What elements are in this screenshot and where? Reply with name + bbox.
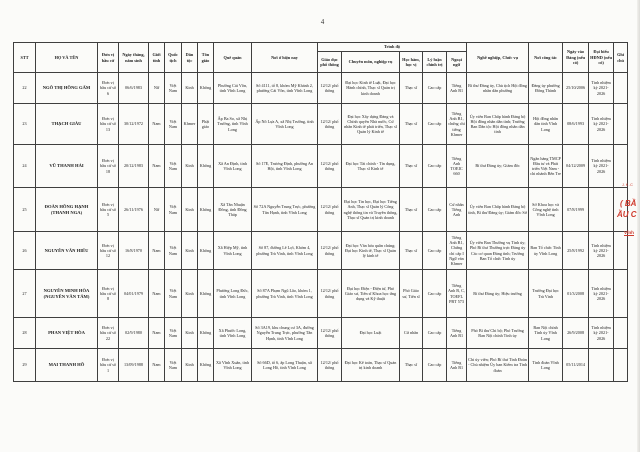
table-cell: Ban Tổ chức Tỉnh ủy Vĩnh Long: [529, 232, 563, 270]
table-cell: Kinh: [182, 232, 198, 270]
table-cell: Phường Cái Vồn, tỉnh Vĩnh Long: [214, 73, 252, 104]
table-cell: Nữ: [149, 188, 165, 232]
table-cell: Cao cấp: [423, 232, 447, 270]
table-cell: Cao cấp: [423, 270, 447, 318]
table-cell: Xã Phước Long, tỉnh Vĩnh Long: [214, 318, 252, 349]
table-cell: Ủy viên Ban Thường vụ Tỉnh ủy; Phó Bí thư Thường trực Đảng ủy Các cơ quan Đảng tỉnh; Trưởng Ban Tổ chức Tỉnh ủy: [467, 232, 529, 270]
table-cell: PHAN VIỆT HÒA: [36, 318, 98, 349]
red-stamp-fragment: ( BẦ: [620, 199, 637, 208]
table-cell: 06/6/1983: [119, 73, 149, 104]
table-cell: Đại học Kế toán, Thạc sĩ Quản trị kinh doanh: [342, 349, 400, 382]
table-row: [14, 188, 628, 232]
table-cell: Cao cấp: [423, 349, 447, 382]
table-cell: 26/11/1976: [119, 188, 149, 232]
table-header: [14, 43, 628, 73]
delegate-roster-table: [13, 42, 628, 382]
table-cell: Đại học Kinh tế Luật, Đại học Hành chính, Thạc sĩ Quản trị kinh doanh: [342, 73, 400, 104]
table-cell: Đơn vị bầu cử số 1: [98, 349, 119, 382]
table-cell: 12/12/ phổ thông: [318, 104, 342, 145]
table-cell: Đại học Tài chính - Tín dụng, Thạc sĩ Kinh tế: [342, 145, 400, 188]
table-cell: Bí thư Đảng ủy; Giám đốc: [467, 145, 529, 188]
table-cell: Phó Bí thư Chi bộ; Phó Trưởng Ban Nội chính Tỉnh ủy: [467, 318, 529, 349]
table-cell: Không: [198, 232, 214, 270]
table-cell: Kinh: [182, 188, 198, 232]
table-cell: Việt Nam: [165, 318, 182, 349]
table-cell: Nam: [149, 104, 165, 145]
table-cell: Thạc sĩ: [400, 104, 423, 145]
table-cell: 01/3/2008: [563, 270, 589, 318]
table-cell: Bí thư Đảng ủy, Chủ tịch Hội đồng nhân dân phường: [467, 73, 529, 104]
col-header-quoc-tich: Quốc tịch: [165, 43, 182, 73]
table-cell: Đơn vị bầu cử số 6: [98, 73, 119, 104]
col-header-ngoai-ngu: Ngoại ngữ: [447, 52, 467, 73]
table-row: [14, 232, 628, 270]
col-header-ly-luan-chinh-tri: Lý luận chính trị: [423, 52, 447, 73]
table-row: [14, 349, 628, 382]
table-cell: [614, 104, 628, 145]
table-cell: Cao cấp: [423, 73, 447, 104]
table-cell: [614, 318, 628, 349]
table-cell: Đơn vị bầu cử số 13: [98, 104, 119, 145]
col-header-gioi-tinh: Giới tính: [149, 43, 165, 73]
table-cell: 07/8/1999: [563, 188, 589, 232]
table-cell: Sở Khoa học và Công nghệ tỉnh Vĩnh Long: [529, 188, 563, 232]
table-cell: THẠCH GIÀU: [36, 104, 98, 145]
table-cell: Đơn vị bầu cử số 18: [98, 145, 119, 188]
table-cell: Ủy viên Ban Chấp hành Đảng bộ Hội đồng nhân dân tỉnh; Trưởng Ban Dân tộc Hội đồng nhân dân tỉnh: [467, 104, 529, 145]
table-cell: Ấp Nô Lựa A, xã Nhị Trường, tỉnh Vĩnh Long: [252, 104, 318, 145]
col-header-nghe-nghiep-chuc-vu: Nghề nghiệp, Chức vụ: [467, 43, 529, 73]
table-cell: Đại học Văn hóa quần chúng; Đại học Kinh tế, Thạc sĩ Quản lý kinh tế: [342, 232, 400, 270]
table-cell: Việt Nam: [165, 349, 182, 382]
table-cell: NGÔ THỊ HỒNG GẤM: [36, 73, 98, 104]
col-header-ton-giao: Tôn giáo: [198, 43, 214, 73]
table-cell: Phường Long Đức, tỉnh Vĩnh Long: [214, 270, 252, 318]
table-cell: Đơn vị bầu cử số 5: [98, 188, 119, 232]
table-cell: Đơn vị bầu cử số 12: [98, 232, 119, 270]
red-stamp-fragment: Vĩnh: [624, 230, 634, 235]
table-cell: Kinh: [182, 349, 198, 382]
col-header-ngay-sinh: Ngày tháng, năm sinh: [119, 43, 149, 73]
table-cell: 24: [14, 145, 36, 188]
col-header-giao-duc-pho-thong: Giáo dục phổ thông: [318, 52, 342, 73]
table-cell: Tiếng Anh TOEIC 660: [447, 145, 467, 188]
table-cell: Số 72A Nguyễn Trung Trực, phường Tân Hạnh, tỉnh Vĩnh Long: [252, 188, 318, 232]
table-cell: 26/9/2008: [563, 318, 589, 349]
table-cell: Việt Nam: [165, 73, 182, 104]
col-header-chuyen-mon-nghiep-vu: Chuyên môn, nghiệp vụ: [342, 52, 400, 73]
table-cell: Tỉnh nhiệm kỳ 2021-2026: [589, 318, 614, 349]
page-number: 4: [320, 18, 325, 26]
table-row: [14, 270, 628, 318]
table-cell: Tiếng Anh B1, chứng chỉ tiếng Khmer: [447, 104, 467, 145]
table-cell: 12/12/ phổ thông: [318, 188, 342, 232]
table-cell: Việt Nam: [165, 270, 182, 318]
table-cell: Việt Nam: [165, 232, 182, 270]
table-cell: Ban Nội chính Tỉnh ủy Vĩnh Long: [529, 318, 563, 349]
table-cell: Việt Nam: [165, 188, 182, 232]
table-cell: 30/12/1972: [119, 104, 149, 145]
table-cell: Tiếng Anh B1: [447, 73, 467, 104]
table-cell: 27: [14, 270, 36, 318]
table-cell: Ngân hàng TMCP Đầu tư và Phát triển Việt Nam - chi nhánh Bến Tre: [529, 145, 563, 188]
table-cell: MAI THANH HỒ: [36, 349, 98, 382]
table-cell: Ấp Ba So, xã Nhị Trường, tỉnh Vĩnh Long: [214, 104, 252, 145]
table-cell: Chi ủy viên; Phó Bí thư Tỉnh Đoàn - Chủ nhiệm Ủy ban Kiểm tra Tỉnh đoàn: [467, 349, 529, 382]
table-cell: 28: [14, 318, 36, 349]
table-cell: 22: [14, 73, 36, 104]
table-cell: Thạc sĩ: [400, 145, 423, 188]
table-cell: Trường Đại học Trà Vinh: [529, 270, 563, 318]
table-cell: Nam: [149, 349, 165, 382]
table-cell: [589, 188, 614, 232]
table-cell: 25: [14, 188, 36, 232]
table-cell: 04/01/1979: [119, 270, 149, 318]
table-cell: Số 3A19, khu chung cư 3A, đường Nguyễn Trung Trực, phường Tân Hạnh, tỉnh Vĩnh Long: [252, 318, 318, 349]
table-cell: 12/12/ phổ thông: [318, 270, 342, 318]
col-header-noi-o-hien-nay: Nơi ở hiện nay: [252, 43, 318, 73]
table-cell: Tỉnh nhiệm kỳ 2021-2026: [589, 104, 614, 145]
table-cell: Đơn vị bầu cử số 8: [98, 270, 119, 318]
table-row: [14, 318, 628, 349]
table-cell: Ủy viên Ban Chấp hành Đảng bộ tỉnh, Bí thư Đảng ủy; Giám đốc Sở: [467, 188, 529, 232]
table-cell: Thạc sĩ: [400, 73, 423, 104]
table-cell: Số 87A Phạm Ngũ Lão, khóm 1, phường Trà Vinh, tỉnh Vĩnh Long: [252, 270, 318, 318]
col-header-que-quan: Quê quán: [214, 43, 252, 73]
col-header-ho-va-ten: HỌ VÀ TÊN: [36, 43, 98, 73]
table-cell: Số 87, đường Lê Lợi, Khóm 4, phường Trà Vinh, tỉnh Vĩnh Long: [252, 232, 318, 270]
table-cell: NGUYỄN MINH HÒA (NGUYỄN VĂN TÁM): [36, 270, 98, 318]
table-cell: Tiếng Anh B1: [447, 349, 467, 382]
table-cell: Thạc sĩ: [400, 349, 423, 382]
table-cell: [614, 232, 628, 270]
table-cell: Nam: [149, 232, 165, 270]
col-header-don-vi-bau-cu: Đơn vị bầu cử: [98, 43, 119, 73]
table-cell: Nam: [149, 318, 165, 349]
table-cell: Tiếng Anh B1: [447, 318, 467, 349]
table-cell: Tỉnh nhiệm kỳ 2021-2026: [589, 270, 614, 318]
table-cell: NGUYỄN VĂN HIẾU: [36, 232, 98, 270]
table-cell: Phật giáo: [198, 104, 214, 145]
table-cell: 12/12/ phổ thông: [318, 145, 342, 188]
table-cell: Việt Nam: [165, 104, 182, 145]
table-cell: 16/8/1970: [119, 232, 149, 270]
table-cell: Tỉnh đoàn Vĩnh Long: [529, 349, 563, 382]
table-cell: 20/12/1983: [119, 145, 149, 188]
table-row: [14, 73, 628, 104]
table-cell: 26: [14, 232, 36, 270]
col-header-dai-bieu-hdnd: Đại biểu HĐND (nếu có): [589, 43, 614, 73]
table-cell: [614, 145, 628, 188]
col-header-ghi-chu: Ghi chú: [614, 43, 628, 73]
table-cell: 04/12/2009: [563, 145, 589, 188]
table-cell: Không: [198, 73, 214, 104]
table-cell: Đại học Tin học, Đại học Tiếng Anh, Thạc sĩ Quản lý Công nghệ thông tin và Truyền thông, Thạc sĩ Quản trị kinh doanh: [342, 188, 400, 232]
table-cell: Đại học Luật: [342, 318, 400, 349]
table-cell: Không: [198, 188, 214, 232]
col-header-noi-cong-tac: Nơi công tác: [529, 43, 563, 73]
table-cell: Không: [198, 318, 214, 349]
table-cell: Xã Tân Nhuận Đông, tỉnh Đồng Tháp: [214, 188, 252, 232]
table-cell: [589, 349, 614, 382]
table-body: [14, 73, 628, 382]
table-cell: Cử nhân: [400, 318, 423, 349]
red-stamp-fragment: J.K.C: [622, 183, 634, 187]
table-cell: [614, 270, 628, 318]
table-cell: Phó Giáo sư, Tiến sĩ: [400, 270, 423, 318]
table-cell: Số 17E, Trương Định, phường An Hội, tỉnh Vĩnh Long: [252, 145, 318, 188]
table-cell: ĐOÀN HỒNG HẠNH (THANH NGA): [36, 188, 98, 232]
table-cell: Xã Hiệp Mỹ, tỉnh Vĩnh Long: [214, 232, 252, 270]
table-cell: 23: [14, 104, 36, 145]
table-cell: Thạc sĩ: [400, 232, 423, 270]
table-cell: Kinh: [182, 318, 198, 349]
table-cell: Số 66D, tổ 6, ấp Long Thuận, xã Long Hồ, tỉnh Vĩnh Long: [252, 349, 318, 382]
table-cell: Việt Nam: [165, 145, 182, 188]
table-cell: 25/10/2006: [563, 73, 589, 104]
table-cell: Tỉnh nhiệm kỳ 2021-2026: [589, 73, 614, 104]
table-cell: Cao cấp: [423, 188, 447, 232]
table-cell: Cao cấp: [423, 318, 447, 349]
table-cell: 12/12/ phổ thông: [318, 318, 342, 349]
table-cell: 12/12/ phổ thông: [318, 73, 342, 104]
table-cell: Tiếng Anh B, C, TOEFL PBT 573: [447, 270, 467, 318]
table-cell: Xã Vĩnh Xuân, tỉnh Vĩnh Long: [214, 349, 252, 382]
table-cell: Kinh: [182, 73, 198, 104]
table-cell: Nam: [149, 145, 165, 188]
table-cell: 12/12/ phổ thông: [318, 232, 342, 270]
table-cell: Bí thư Đảng ủy; Hiệu trưởng: [467, 270, 529, 318]
table-cell: Hội đồng nhân dân tỉnh Vĩnh Long: [529, 104, 563, 145]
table-cell: Kinh: [182, 270, 198, 318]
table-cell: Xã An Định, tỉnh Vĩnh Long: [214, 145, 252, 188]
table-cell: Nữ: [149, 73, 165, 104]
table-cell: Đảng ủy phường Đông Thành: [529, 73, 563, 104]
table-cell: 13/09/1988: [119, 349, 149, 382]
table-cell: Cử nhân Tiếng Anh: [447, 188, 467, 232]
table-cell: Không: [198, 349, 214, 382]
table-cell: Đơn vị bầu cử số 22: [98, 318, 119, 349]
table-cell: Số 4111, tổ 8, khóm Mỹ Khánh 2, phường Cái Vồn, tỉnh Vĩnh Long: [252, 73, 318, 104]
table-cell: Cao cấp: [423, 145, 447, 188]
table-cell: Đại học Xây dựng Đảng và Chính quyền Nhà nước, Cử nhân Kinh tế phát triển, Thạc sĩ Quản lý Kinh tế: [342, 104, 400, 145]
table-cell: Nam: [149, 270, 165, 318]
col-group-trinh-do: Trình độ: [318, 43, 467, 52]
table-cell: Kinh: [182, 145, 198, 188]
table-row: [14, 145, 628, 188]
table-cell: VŨ THANH HẢI: [36, 145, 98, 188]
table-cell: Khmer: [182, 104, 198, 145]
table-cell: 02/9/1980: [119, 318, 149, 349]
red-stamp-fragment: ẦU C: [617, 210, 637, 219]
table-cell: 12/12/ phổ thông: [318, 349, 342, 382]
table-cell: Đại học Điện - Điện tử, Phó Giáo sư, Tiến sĩ Khoa học ứng dụng và Kỹ thuật: [342, 270, 400, 318]
col-header-dan-toc: Dân tộc: [182, 43, 198, 73]
table-cell: Tỉnh nhiệm kỳ 2021-2026: [589, 232, 614, 270]
table-cell: Cao cấp: [423, 104, 447, 145]
table-cell: Không: [198, 270, 214, 318]
table-cell: [614, 73, 628, 104]
table-cell: [614, 349, 628, 382]
col-header-ngay-vao-dang: Ngày vào Đảng (nếu có): [563, 43, 589, 73]
table-cell: 29: [14, 349, 36, 382]
table-cell: 08/6/1993: [563, 104, 589, 145]
col-header-stt: STT: [14, 43, 36, 73]
table-cell: 25/8/1992: [563, 232, 589, 270]
col-header-hoc-ham-hoc-vi: Học hàm, học vị: [400, 52, 423, 73]
table-cell: Không: [198, 145, 214, 188]
table-cell: Tiếng Anh B1, Chứng chỉ cấp I Ngữ văn Khmer: [447, 232, 467, 270]
table-row: [14, 104, 628, 145]
table-cell: Thạc sĩ: [400, 188, 423, 232]
table-cell: Tỉnh nhiệm kỳ 2021-2026: [589, 145, 614, 188]
table-cell: 05/11/2014: [563, 349, 589, 382]
